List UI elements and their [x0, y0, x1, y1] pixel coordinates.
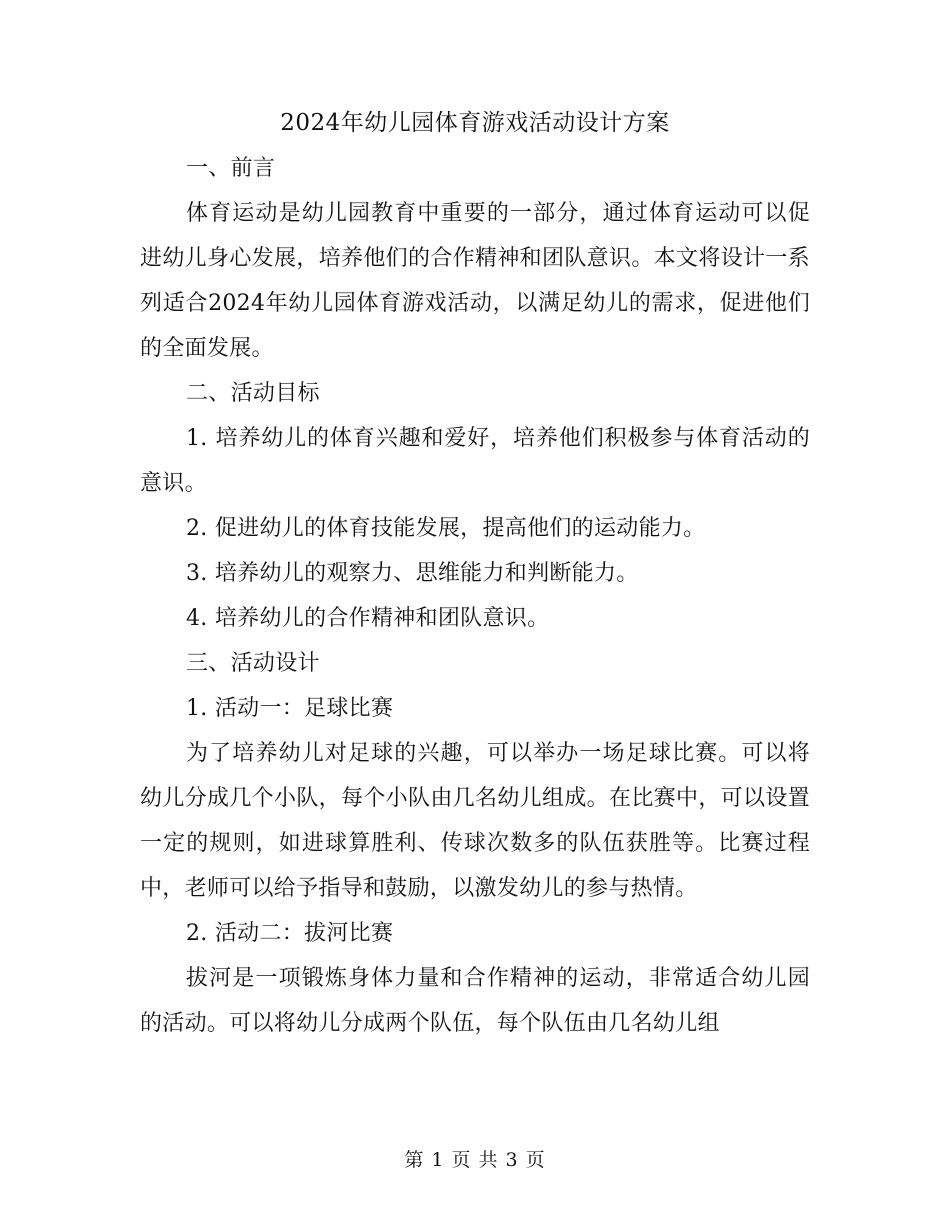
- paragraph-activity-1: 为了培养幼儿对足球的兴趣，可以举办一场足球比赛。可以将幼儿分成几个小队，每个小队由几名幼儿组成。在比赛中，可以设置一定的规则，如进球算胜利、传球次数多的队伍获胜等。比赛过程中，老师可以给予指导和鼓励，以激发幼儿的参与热情。: [140, 741, 810, 901]
- goal-item-3: 3. 培养幼儿的观察力、思维能力和判断能力。: [186, 561, 639, 586]
- activity-heading-2: 2. 活动二：拔河比赛: [186, 921, 394, 946]
- section-heading-goals: 二、活动目标: [186, 381, 320, 406]
- section-heading-design: 三、活动设计: [186, 651, 320, 676]
- paragraph-activity-2: 拔河是一项锻炼身体力量和合作精神的运动，非常适合幼儿园的活动。可以将幼儿分成两个队伍，每个队伍由几名幼儿组: [140, 966, 810, 1036]
- activity-heading-1: 1. 活动一：足球比赛: [186, 696, 394, 721]
- goal-item-2: 2. 促进幼儿的体育技能发展，提高他们的运动能力。: [186, 516, 706, 541]
- goal-item-4: 4. 培养幼儿的合作精神和团队意识。: [186, 606, 550, 631]
- section-heading-preface: 一、前言: [186, 156, 276, 181]
- goal-item-1: 1. 培养幼儿的体育兴趣和爱好，培养他们积极参与体育活动的意识。: [140, 426, 810, 496]
- document-title: 2024年幼儿园体育游戏活动设计方案: [280, 110, 670, 136]
- page-number-footer: 第 1 页 共 3 页: [404, 1149, 546, 1171]
- paragraph-preface: 体育运动是幼儿园教育中重要的一部分，通过体育运动可以促进幼儿身心发展，培养他们的合作精神和团队意识。本文将设计一系列适合2024年幼儿园体育游戏活动，以满足幼儿的需求，促进他们的全面发展。: [140, 201, 810, 361]
- document-body: [140, 100, 810, 1046]
